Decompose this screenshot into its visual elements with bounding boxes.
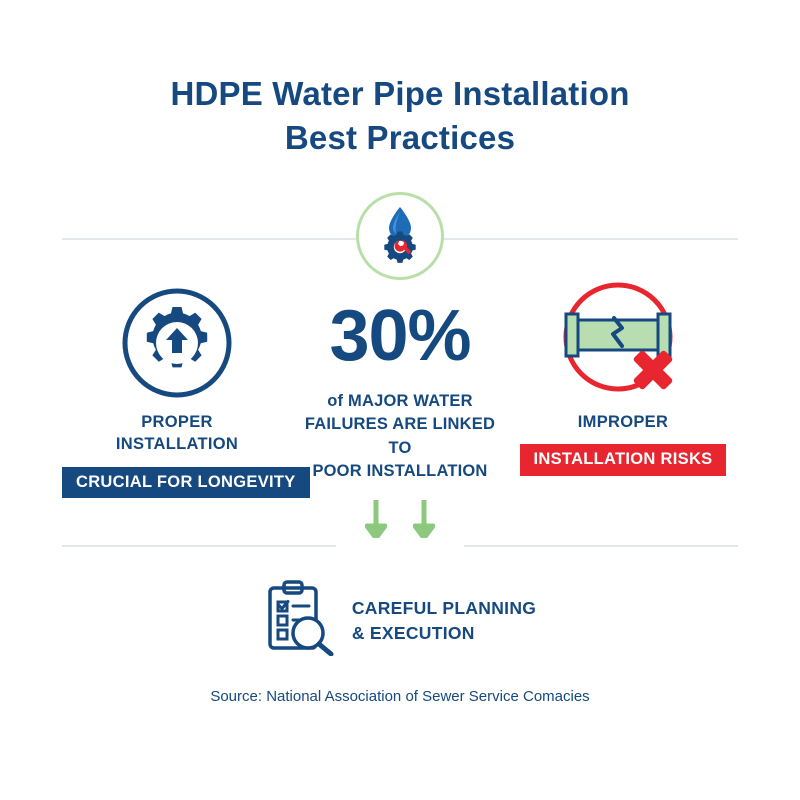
clipboard-magnifier-icon — [264, 580, 336, 661]
title-line-2: Best Practices — [284, 118, 516, 156]
conclusion-line-2: & EXECUTION — [351, 622, 475, 643]
left-label-line-2: INSTALLATION — [115, 435, 239, 454]
divider-bottom-gap — [336, 538, 464, 554]
column-improper-installation — [508, 285, 738, 476]
source-credit: Source: National Association of Sewer Service Comacies — [210, 688, 590, 705]
left-ribbon-badge: CRUCIAL FOR LONGEVITY — [62, 467, 310, 499]
stat-percentage: 30% — [329, 296, 471, 376]
right-label-line-1: IMPROPER — [577, 413, 669, 431]
conclusion-line-1: CAREFUL PLANNING — [351, 598, 537, 618]
stat-line-1: of MAJOR WATER — [327, 392, 473, 410]
water-drop-gear-wrench-icon — [369, 203, 431, 270]
left-label — [62, 411, 292, 456]
left-label-line-1: PROPER — [141, 413, 213, 431]
column-proper-installation — [62, 285, 296, 498]
stat-line-3: POOR INSTALLATION — [312, 462, 488, 481]
right-icon-wrap — [508, 285, 738, 405]
title-line-1: HDPE Water Pipe Installation — [170, 75, 630, 112]
top-badge — [356, 192, 444, 280]
gear-up-arrow-icon — [122, 288, 232, 403]
broken-pipe-cross-icon — [556, 280, 691, 410]
page-title — [0, 72, 800, 159]
left-icon-wrap — [62, 285, 292, 405]
right-label — [508, 411, 738, 433]
conclusion-text — [352, 596, 536, 645]
stat-description — [300, 390, 500, 484]
conclusion-block — [0, 580, 800, 661]
right-ribbon-badge: INSTALLATION RISKS — [520, 444, 727, 476]
stat-line-2: FAILURES ARE LINKED TO — [304, 415, 496, 457]
column-statistic — [300, 296, 500, 484]
